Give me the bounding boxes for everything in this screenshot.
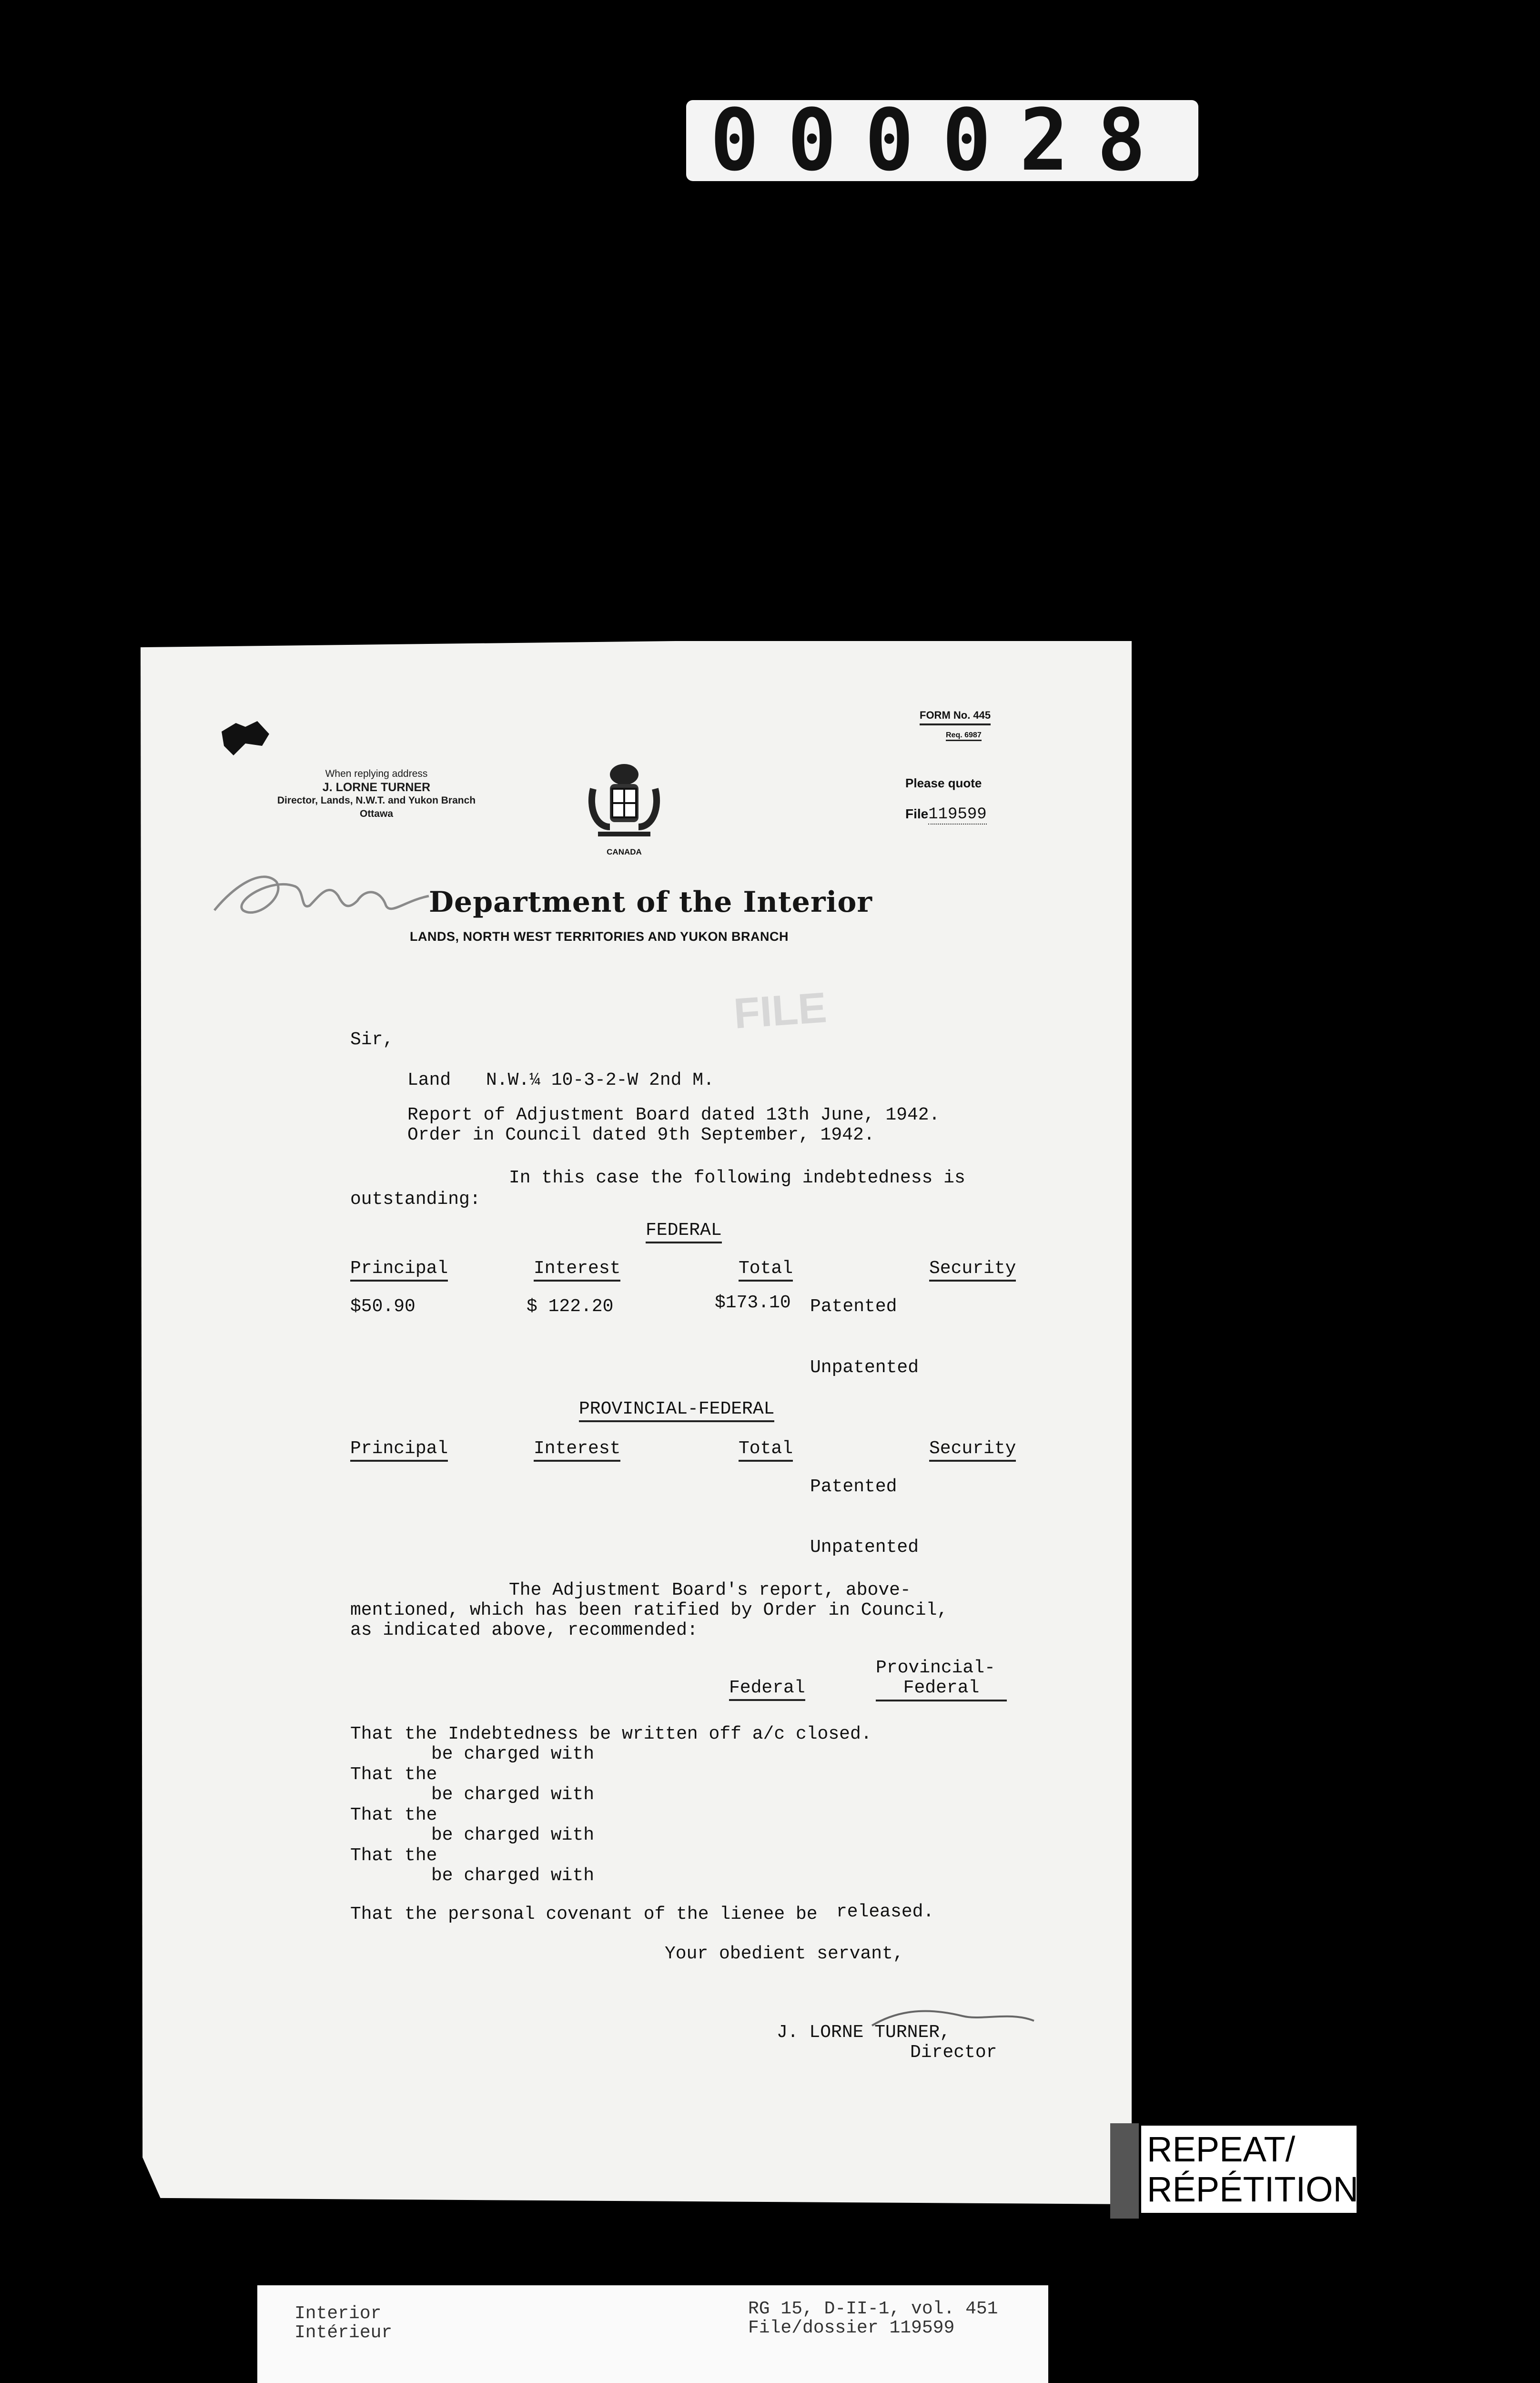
coat-of-arms-icon [584, 755, 665, 855]
that-the-2: That the [350, 1764, 437, 1785]
closing-line: Your obedient servant, [665, 1944, 904, 1964]
film-edge [1110, 2123, 1139, 2219]
adjustment-line-2: mentioned, which has been ratified by Order in Council, [350, 1600, 948, 1620]
pf-patented: Patented [810, 1477, 897, 1497]
department-title: Department of the Interior [429, 886, 872, 919]
pf-col-principal: Principal [350, 1438, 448, 1462]
reply-name: J. LORNE TURNER [322, 781, 431, 794]
file-number: 119599 [928, 805, 987, 824]
file-reference [905, 805, 987, 824]
frame-counter-number: 000028 [710, 91, 1175, 190]
col-security: Security [929, 1258, 1016, 1282]
form-number: FORM No. 445 [920, 709, 991, 725]
salutation: Sir, [350, 1029, 394, 1050]
archive-department-en: Interior [294, 2303, 382, 2324]
handwritten-initials [205, 829, 453, 944]
repeat-label-line-2: RÉPÉTITION [1147, 2169, 1359, 2209]
archive-record-group: RG 15, D-II-1, vol. 451 [748, 2299, 998, 2319]
repeat-label [1141, 2126, 1357, 2213]
signer-title: Director [910, 2042, 997, 2063]
signer-name: J. LORNE TURNER, [777, 2022, 951, 2043]
col-interest: Interest [534, 1258, 620, 1282]
req-number: Req. 6987 [946, 731, 982, 741]
archive-department-fr: Intérieur [294, 2322, 393, 2343]
federal-patented: Patented [810, 1296, 897, 1317]
file-label: File [905, 806, 929, 821]
pf-col-interest: Interest [534, 1438, 620, 1462]
col-total: Total [739, 1258, 793, 1282]
frame-counter [686, 91, 1198, 190]
covenant-line: That the personal covenant of the lienee be [350, 1904, 818, 1925]
that-the-3: That the [350, 1805, 437, 1825]
adjustment-line-1: The Adjustment Board's report, above- [509, 1580, 911, 1600]
pf-col-security: Security [929, 1438, 1016, 1462]
federal-principal-value: $50.90 [350, 1296, 415, 1317]
provincial-federal-heading: PROVINCIAL-FEDERAL [579, 1399, 774, 1422]
covenant-value: released. [836, 1902, 934, 1922]
charged-line-2: be charged with [431, 1784, 595, 1805]
pf-unpatented: Unpatented [810, 1537, 919, 1558]
federal-heading: FEDERAL [646, 1220, 722, 1243]
archive-department [294, 2304, 392, 2342]
crest-label: CANADA [607, 847, 642, 856]
intro-line: In this case the following indebtedness is [509, 1168, 965, 1188]
report-line: Report of Adjustment Board dated 13th June, 1942. [407, 1105, 940, 1125]
archive-file: File/dossier 119599 [748, 2318, 955, 2338]
col-principal: Principal [350, 1258, 448, 1282]
ink-blot [217, 717, 274, 760]
col-federal: Federal [729, 1678, 805, 1701]
col-provincial-federal-2: Federal [876, 1678, 1007, 1701]
pf-col-total: Total [739, 1438, 793, 1462]
federal-unpatented: Unpatented [810, 1357, 919, 1378]
file-stamp: FILE [732, 984, 829, 1038]
adjustment-line-3: as indicated above, recommended: [350, 1620, 698, 1640]
reply-line: When replying address [325, 768, 428, 779]
reply-address-block [224, 767, 529, 821]
charged-line-1: be charged with [431, 1744, 595, 1764]
order-line: Order in Council dated 9th September, 1942. [407, 1125, 875, 1145]
charged-line-4: be charged with [431, 1865, 595, 1886]
intro-line-2: outstanding: [350, 1189, 481, 1210]
archive-reference-strip [257, 2285, 1048, 2383]
charged-line-3: be charged with [431, 1825, 595, 1845]
recommendation-1: That the Indebtedness be written off a/c closed. [350, 1724, 872, 1744]
reply-city: Ottawa [359, 808, 393, 819]
reply-branch: Director, Lands, N.W.T. and Yukon Branch [277, 795, 476, 806]
archive-reference [748, 2300, 998, 2338]
branch-title: LANDS, NORTH WEST TERRITORIES AND YUKON BRANCH [410, 929, 789, 944]
federal-interest-value: $ 122.20 [527, 1296, 614, 1317]
repeat-label-line-1: REPEAT/ [1147, 2129, 1296, 2169]
land-value: N.W.¼ 10-3-2-W 2nd M. [486, 1070, 714, 1090]
please-quote-label: Please quote [905, 776, 982, 790]
land-label: Land [407, 1070, 451, 1090]
federal-total-value: $173.10 [715, 1293, 791, 1313]
that-the-4: That the [350, 1845, 437, 1866]
col-provincial-federal-1: Provincial- [876, 1658, 995, 1678]
